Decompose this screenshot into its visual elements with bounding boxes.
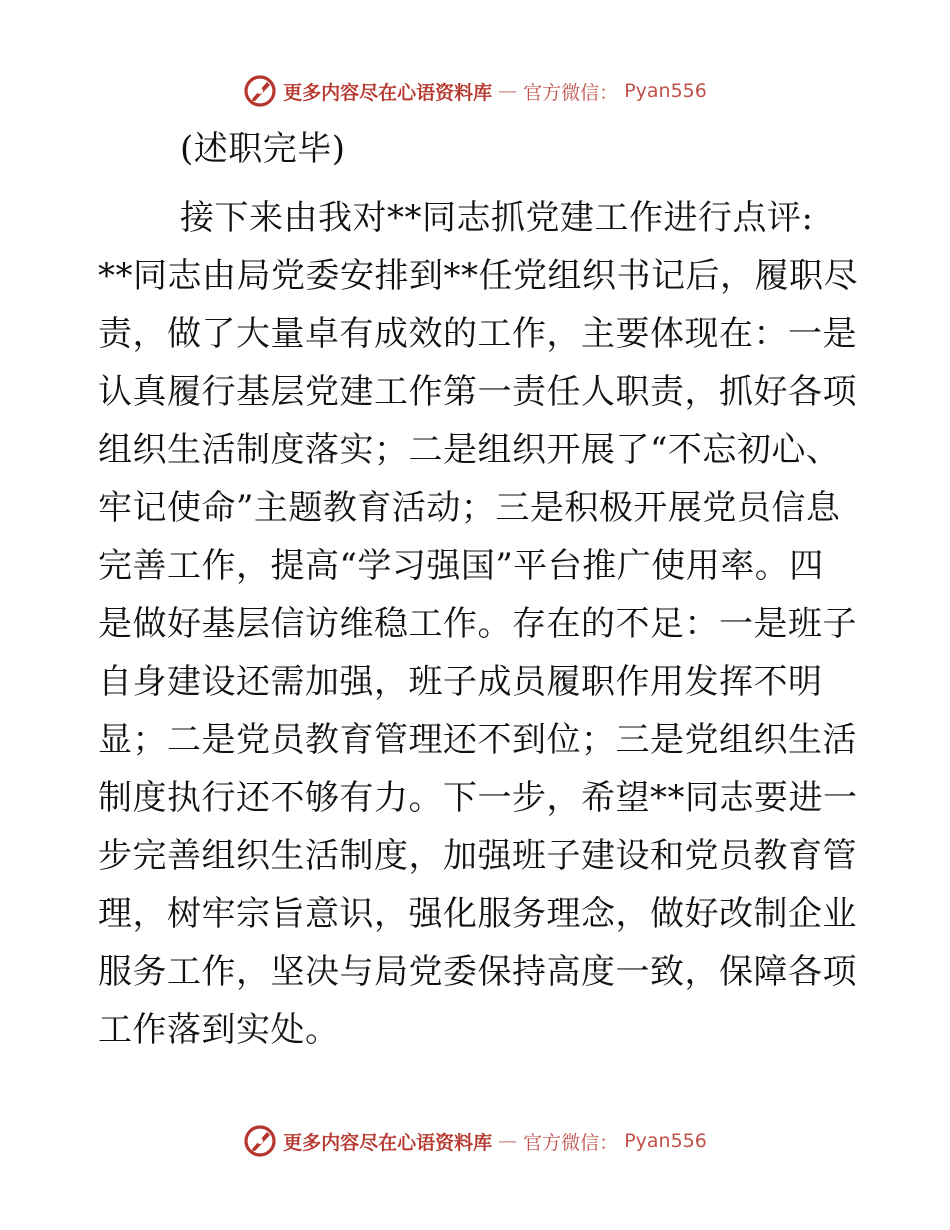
paragraph-line: **同志由局党委安排到**任党组织书记后，履职尽 — [98, 256, 858, 296]
document-body — [98, 120, 858, 1059]
watermark-separator: — — [498, 1130, 518, 1152]
closing-note: (述职完毕) — [180, 129, 346, 169]
paragraph-line: 是做好基层信访维稳工作。存在的不足：一是班子 — [98, 604, 857, 644]
paragraph-line: 组织生活制度落实；二是组织开展了“不忘初心、 — [98, 430, 841, 470]
watermark-main-text: 更多内容尽在心语资料库 — [283, 81, 493, 104]
watermark-separator: — — [498, 80, 518, 102]
paragraph-line: 理，树牢宗旨意识，强化服务理念，做好改制企业 — [98, 894, 857, 934]
paragraph-line: 显；二是党员教育管理还不到位；三是党组织生活 — [98, 720, 857, 760]
paragraph-line: 步完善组织生活制度，加强班子建设和党员教育管 — [98, 836, 857, 876]
paragraph-line: 接下来由我对**同志抓党建工作进行点评: — [180, 198, 814, 238]
watermark-wechat-id: Pyan556 — [624, 80, 707, 102]
watermark-wechat-id: Pyan556 — [624, 1130, 707, 1152]
paragraph-line: 工作落到实处。 — [98, 1010, 340, 1050]
paragraph-line: 服务工作，坚决与局党委保持高度一致，保障各项 — [98, 952, 857, 992]
paragraph-line: 牢记使命”主题教育活动；三是积极开展党员信息 — [98, 488, 841, 528]
logo-quill-icon — [243, 74, 277, 108]
footer-watermark — [0, 1121, 950, 1161]
paragraph-line: 认真履行基层党建工作第一责任人职责，抓好各项 — [98, 372, 857, 412]
paragraph-line: 责，做了大量卓有成效的工作，主要体现在：一是 — [98, 314, 857, 354]
watermark-label: 官方微信： — [523, 81, 619, 104]
watermark-label: 官方微信： — [523, 1131, 619, 1154]
header-watermark — [0, 71, 950, 111]
paragraph-line: 自身建设还需加强，班子成员履职作用发挥不明 — [98, 662, 823, 702]
watermark-main-text: 更多内容尽在心语资料库 — [283, 1131, 493, 1154]
logo-quill-icon — [243, 1124, 277, 1158]
evaluation-paragraph — [98, 189, 858, 1059]
paragraph-line: 完善工作，提高“学习强国”平台推广使用率。四 — [98, 546, 824, 586]
paragraph-line: 制度执行还不够有力。下一步，希望**同志要进一 — [98, 778, 858, 818]
